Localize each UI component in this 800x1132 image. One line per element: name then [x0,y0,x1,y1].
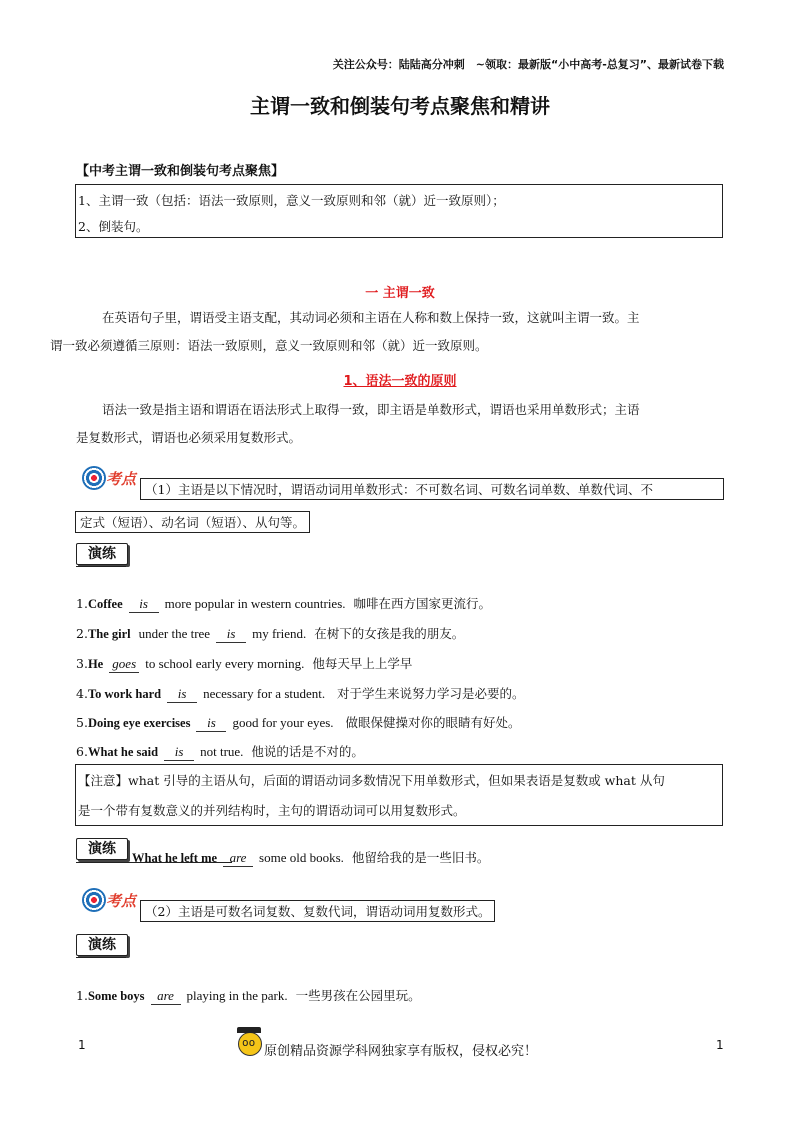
section-label: 【中考主谓一致和倒装句考点聚焦】 [76,164,285,179]
lianxi-badge-1: 演练 [76,543,128,565]
example-subject: The girl [87,627,131,641]
lianxi-underline-1 [76,566,126,567]
example-subject: What he said [87,745,159,759]
example-answer: is [216,626,246,643]
mascot-icon [238,1032,262,1056]
target-icon [82,466,106,490]
example-1: 1.Coffee is more popular in western countries. 咖啡在西方国家更流行。 [76,596,491,611]
footer-copyright: 原创精品资源学科网独家享有版权，侵权必究！ [264,1044,538,1059]
grammar-line-1: 语法一致是指主语和谓语在语法形式上取得一致，即主语是单数形式，谓语也采用单数形式；主语 [102,402,640,417]
lianxi-badge-3: 演练 [76,934,128,956]
kaodian-badge-2 [82,888,144,914]
example-2: 2.The girl under the tree is my friend. 在树下的女孩是我的朋友。 [76,626,465,641]
example-answer: goes [109,656,139,673]
lianxi-underline-3 [76,957,126,958]
example-5: 5.Doing eye exercises is good for your eyes. 做眼保健操对你的眼睛有好处。 [76,715,521,730]
part-one-heading: 一 主谓一致 [365,286,435,301]
page-title: 主谓一致和倒装句考点聚焦和精讲 [250,94,550,118]
example-3: 3.He goes to school early every morning. 他每天早上上学早 [76,656,413,671]
intro-paragraph [50,304,726,360]
kaodian-1-line-1: （1）主语是以下情况时，谓语动词用单数形式：不可数名词、可数名词单数、单数代词、不 [140,478,724,500]
example-subject: What he left me [132,851,218,865]
lianxi-badge-2: 演练 [76,838,128,860]
example-subject: Some boys [87,989,145,1003]
kaodian-label-1: 考点 [106,470,137,488]
note-box [75,764,723,826]
overview-line-2: 2、倒装句。 [78,219,149,234]
note-line-2: 是一个带有复数意义的并列结构时，主句的谓语动词可以用复数形式。 [78,803,466,818]
example-2-1: 1.Some boys are playing in the park. 一些男孩在公园里玩。 [76,988,421,1003]
kaodian-2-line: （2）主语是可数名词复数、复数代词，谓语动词用复数形式。 [140,900,495,922]
header-note: 关注公众号：陆陆高分冲刺 ~领取：最新版“小中高考-总复习”、最新试卷下载 [332,58,724,71]
example-subject: To work hard [87,687,162,701]
example-6: 6.What he said is not true. 他说的话是不对的。 [76,744,364,759]
example-subject: He [87,657,104,671]
target-icon [82,888,106,912]
example-subject: Coffee [87,597,123,611]
example-answer: is [196,715,226,732]
intro-line-2: 谓一致必须遵循三原则：语法一致原则，意义一致原则和邻（就）近一致原则。 [50,338,488,353]
example-answer: is [167,686,197,703]
example-answer: are [223,850,253,867]
grammar-paragraph [76,396,726,452]
intro-line-1: 在英语句子里，谓语受主语支配，其动词必须和主语在人称和数上保持一致，这就叫主谓一致。主 [102,310,640,325]
overview-box [75,184,723,238]
example-answer: is [129,596,159,613]
kaodian-label-2: 考点 [106,892,137,910]
example-subject: Doing eye exercises [87,716,191,730]
subheading-grammar: 1、语法一致的原则 [343,374,457,389]
page-number-left: 1 [78,1038,86,1052]
kaodian-badge-1 [82,466,144,492]
grammar-line-2: 是复数形式，谓语也必须采用复数形式。 [76,430,302,445]
kaodian-1-line-2: 定式（短语）、动名词（短语）、从句等。 [75,511,310,533]
example-note: What he left me are some old books. 他留给我的是一些旧书。 [132,850,490,865]
page-number-right: 1 [716,1038,724,1052]
note-line-1: 【注意】what 引导的主语从句，后面的谓语动词多数情况下用单数形式，但如果表语是复数或 what 从句 [78,773,665,788]
overview-line-1: 1、主谓一致（包括：语法一致原则，意义一致原则和邻（就）近一致原则）； [78,193,505,208]
example-answer: is [164,744,194,761]
example-answer: are [151,988,181,1005]
example-4: 4.To work hard is necessary for a student. 对于学生来说努力学习是必要的。 [76,686,525,701]
